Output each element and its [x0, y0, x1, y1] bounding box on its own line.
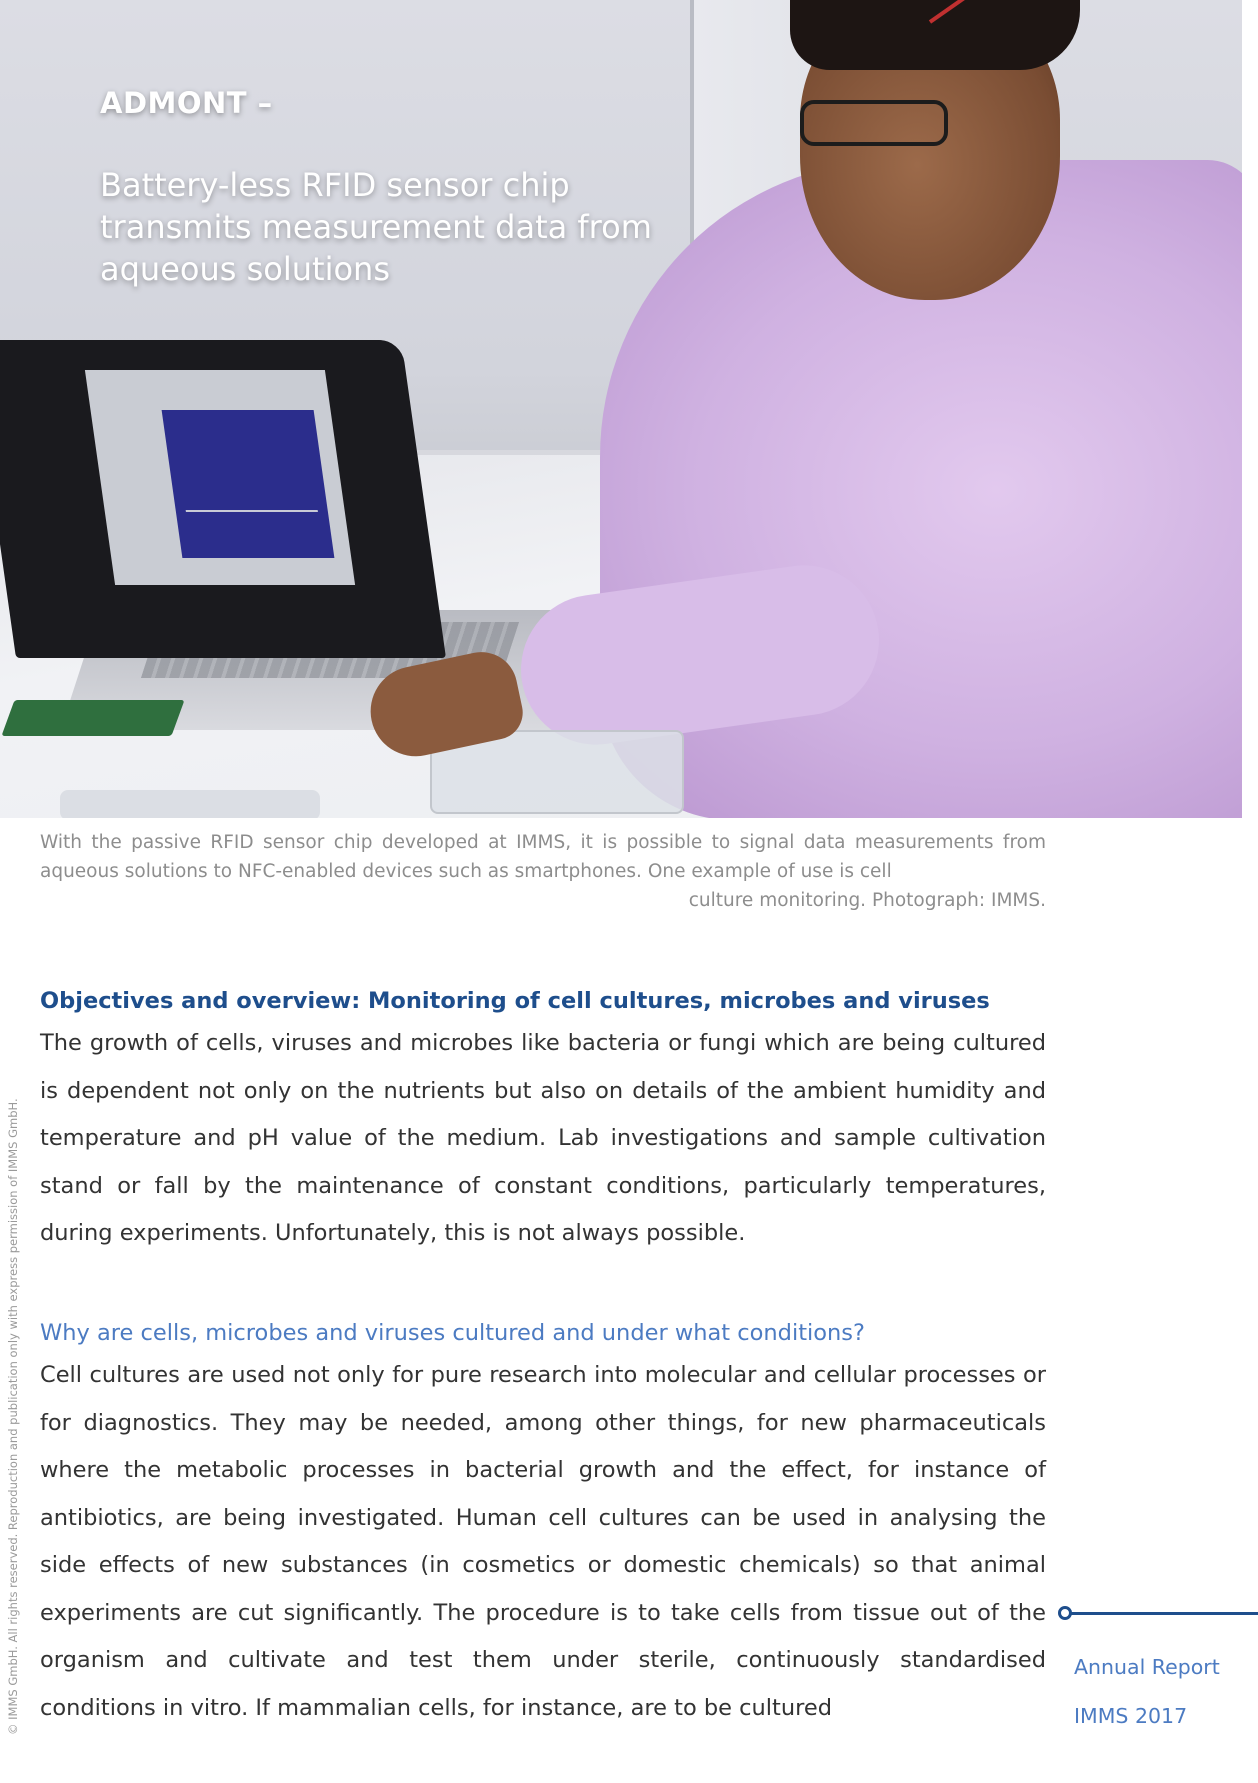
section-heading-why: Why are cells, microbes and viruses cultured and under what conditions?: [40, 1320, 865, 1346]
caption-main: With the passive RFID sensor chip developed at IMMS, it is possible to signal data measurements from aqueous solutions to NFC-enabled devices such as smartphones. One example of use is cell: [40, 832, 1046, 882]
section-heading-objectives: Objectives and overview: Monitoring of cell cultures, microbes and viruses: [40, 988, 990, 1014]
sample-tray-left: [60, 790, 320, 818]
section-why: [40, 1320, 1046, 1732]
sidebar-annual-report: Annual Report: [1074, 1655, 1220, 1679]
sidebar-rule: [1064, 1612, 1258, 1615]
section-objectives: [40, 988, 1046, 1258]
circuit-board: [1, 700, 184, 736]
hero-title: Battery-less RFID sensor chip transmits measurement data from aqueous solutions: [100, 166, 652, 288]
caption-last: culture monitoring. Photograph: IMMS.: [688, 890, 1046, 911]
hero-kicker: ADMONT –: [100, 86, 273, 120]
photo-caption: [40, 828, 1046, 915]
glasses: [800, 100, 948, 146]
sidebar-imms-year: IMMS 2017: [1074, 1704, 1188, 1728]
laptop-plot: [162, 410, 335, 558]
hero-photo: [0, 0, 1242, 818]
section-body-why: Cell cultures are used not only for pure research into molecular and cellular processes or for diagnostics. They may be needed, among other things, for new pharmaceuticals where the metabolic processes in bacterial growth and the effect, for instance of antibiotics, are being investigated. Human cell cultures can be used in analysing the side effects of new substances (in cosmetics or domestic chemicals) so that animal experiments are cut significantly. The procedure is to take cells from tissue out of the organism and cultivate and test them under sterile, continuously standardised conditions in vitro. If mammalian cells, for instance, are to be cultured: [40, 1362, 1046, 1721]
section-body-objectives: The growth of cells, viruses and microbes like bacteria or fungi which are being cultured is dependent not only on the nutrients but also on details of the ambient humidity and temperature and pH value of the medium. Lab investigations and sample cultivation stand or fall by the maintenance of constant conditions, particularly temperatures, during experiments. Unfortunately, this is not always possible.: [40, 1030, 1046, 1246]
sidebar-rule-dot: [1058, 1606, 1072, 1620]
person-hair: [790, 0, 1080, 70]
copyright-notice: © IMMS GmbH. All rights reserved. Reproduction and publication only with express permission of IMMS GmbH.: [6, 1098, 20, 1735]
